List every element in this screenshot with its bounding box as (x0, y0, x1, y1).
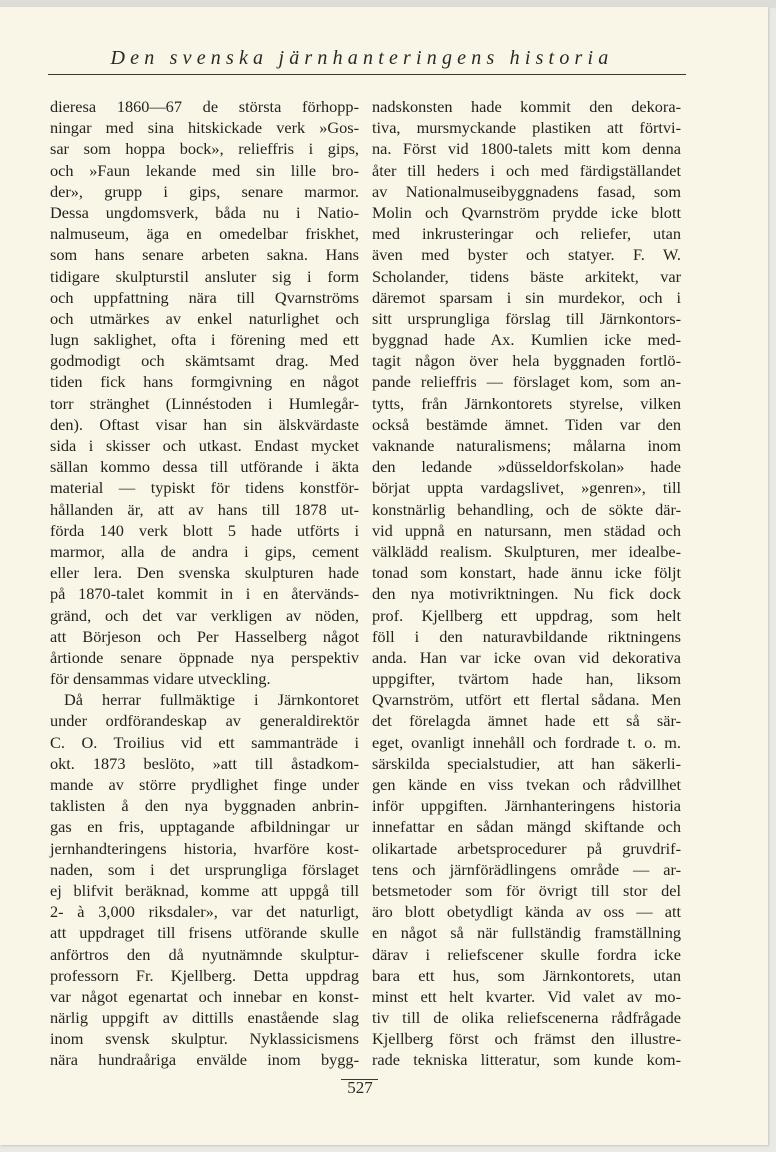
text-line: tidigare skulpturstil ansluter sig i form (50, 266, 359, 286)
text-line: närlig uppgift av dittills enastående slag (50, 1008, 359, 1028)
text-line: anförtros den då nyutnämnde skulptur- (50, 944, 359, 964)
text-line: och »Faun lekande med sin lille bro- (50, 160, 359, 180)
text-line: däremot sparsam i sin murdekor, och i (372, 287, 681, 307)
text-line: minst ett helt kvarter. Vid valet av mo- (372, 986, 681, 1006)
text-line: betsmetoder som för övrigt till stor del (372, 880, 681, 900)
text-line: sar som hoppa bock», relieffris i gips, (50, 139, 359, 159)
text-line: den ledande »düsseldorfskolan» hade (372, 457, 681, 477)
text-line: anda. Han var icke ovan vid dekorativa (372, 647, 681, 667)
text-line: eller lera. Den svenska skulpturen hade (50, 563, 359, 583)
text-line: na. Först vid 1800-talets mitt kom denna (372, 139, 681, 159)
text-line: på 1870-talet kommit in i en återvänds- (50, 584, 359, 604)
text-line: gen kände en viss tvekan och rådvillhet (372, 775, 681, 794)
text-line: jernhandteringens historia, hvarföre kost- (50, 838, 359, 858)
text-line: Molin och Qvarnström prydde icke blott (372, 202, 681, 222)
text-line: 2- à 3,000 riksdaler», var det naturligt, (50, 902, 359, 922)
text-line: tiva, mursmyckande plastiken att förtvi- (372, 118, 681, 138)
text-line: Qvarnström, utfört ett flertal sådana. Men (372, 690, 681, 710)
text-line: tytts, från Järnkontorets styrelse, vilken (372, 393, 681, 413)
text-line: gas en fris, upptagande afbildningar ur (50, 817, 359, 837)
text-line: vid uppnå en natursann, men städad och (372, 520, 681, 540)
text-line: Då herrar fullmäktige i Järnkontoret (64, 690, 359, 710)
text-line: sitt ursprungliga förslag till Järnkontors- (372, 308, 681, 328)
text-line: ningar med sina hitskickade verk »Gos- (50, 118, 359, 138)
text-line: material — typiskt för tidens konstför- (50, 478, 359, 498)
text-line: torr stränghet (Linnéstoden i Humlegår- (50, 393, 359, 413)
text-line: att uppdraget till frisens utförande skulle (50, 923, 359, 943)
text-line: C. O. Troilius vid ett sammanträde i (50, 732, 359, 752)
paragraph (50, 96, 359, 689)
text-line: även med byster och statyer. F. W. (372, 245, 681, 265)
text-line: pande relieffris — förslaget kom, som an- (372, 372, 681, 392)
text-line: inom svensk skulptur. Nyklassicismens (50, 1029, 359, 1049)
text-line: professorn Fr. Kjellberg. Detta uppdrag (50, 965, 359, 985)
text-line: föll i den naturavbildande riktningens (372, 626, 681, 646)
text-line: ej blifvit beräknad, komme att uppgå till (50, 880, 359, 900)
text-line: tiden fick hans formgivning en något (50, 372, 359, 392)
text-line: sida i skisser och utkast. Endast mycket (50, 436, 359, 455)
text-line: tiv till de olika reliefscenerna rådfrågade (372, 1008, 681, 1028)
text-line: sällan kommo dessa till utförande i äkta (50, 457, 359, 477)
text-line: och uppfattning nära till Qvarnströms (50, 287, 359, 307)
text-line: under ordförandeskap av generaldirektör (50, 711, 359, 731)
paragraph (50, 689, 359, 1070)
text-line: konstnärlig behandling, och de sökte där- (372, 499, 681, 519)
text-line: gränd, och det var verkligen av nöden, (50, 605, 359, 625)
text-line: uppgifter, tvärtom hade han, liksom (372, 669, 681, 689)
text-line: inför uppgiften. Järnhanteringens historia (372, 796, 681, 816)
text-line: med inkrusteringar och reliefer, utan (372, 224, 681, 244)
text-column-right (372, 96, 681, 1071)
text-line: vaknande naturalismens; målarna inom (372, 436, 681, 455)
text-line: Kjellberg först och främst den illustre- (372, 1029, 681, 1049)
text-line: tagit någon över hela byggnaden fortlö- (372, 351, 681, 371)
text-line: och utmärkes av enkel naturlighet och (50, 308, 359, 328)
text-line: nalmuseum, äga en omedelbar friskhet, (50, 224, 359, 244)
running-header-title: Den svenska järnhanteringens historia (110, 47, 614, 69)
text-line: naden, som i det ursprungliga förslaget (50, 859, 359, 879)
text-line: lugn saklighet, ofta i förening med ett (50, 330, 359, 350)
text-line: tonad som konstart, hade ännu icke följt (372, 563, 681, 583)
text-line: nära hundraåriga envälde inom bygg- (50, 1050, 359, 1070)
text-line: den). Oftast visar han sin älskvärdaste (50, 414, 359, 434)
text-line: att Börjeson och Per Hasselberg något (50, 626, 359, 646)
text-line: prof. Kjellberg ett uppdrag, som helt (372, 605, 681, 625)
text-line: innefattar en sådan mängd skiftande och (372, 817, 681, 837)
text-line: rade tekniska litteratur, som kunde kom- (372, 1050, 681, 1070)
document-page (0, 7, 768, 1145)
text-line: der», grupp i gips, senare marmor. (50, 181, 359, 201)
text-line: som hans senare arbeten sakna. Hans (50, 245, 359, 265)
text-line: också bestämde ämnet. Tiden var den (372, 414, 681, 434)
text-line: äro blott obetydligt kända av oss — att (372, 902, 681, 922)
text-line: därav i reliefscener skulle fordra icke (372, 944, 681, 964)
page-number: 527 (347, 1078, 373, 1097)
text-line: byggnad hade Ax. Kumlien icke med- (372, 330, 681, 350)
text-line: Dessa ungdomsverk, båda nu i Natio- (50, 202, 359, 222)
text-line: dieresa 1860—67 de största förhopp- (50, 97, 359, 116)
text-line: välklädd realism. Skulpturen, mer idealbe- (372, 541, 681, 561)
text-line: taklisten å den nya byggnaden anbrin- (50, 796, 359, 816)
text-line: marmor, alla de andra i gips, cement (50, 541, 359, 561)
text-line: av Nationalmuseibyggnadens fasad, som (372, 181, 681, 201)
text-line: särskilda specialstudier, att han säkerli- (372, 753, 681, 773)
text-line: eget, ovanligt innehåll och fordrade t. o. m. (372, 732, 681, 752)
text-line: mande av större prydlighet finge under (50, 775, 359, 794)
text-line: olikartade arbetsprocedurer på gruvdrif- (372, 838, 681, 858)
text-line: åter till heders i och med färdigställandet (372, 160, 681, 180)
text-line: Scholander, tidens bäste arkitekt, var (372, 266, 681, 286)
text-line: bara ett hus, som Järnkontorets, utan (372, 965, 681, 985)
text-line: nadskonsten hade kommit den dekora- (372, 97, 681, 116)
text-line: för densammas vidare utveckling. (50, 669, 271, 689)
text-line: årtionde senare öppnade nya perspektiv (50, 647, 359, 667)
header-rule (48, 74, 686, 75)
text-line: var något egenartat och innebar en konst- (50, 986, 359, 1006)
text-line: tens och järnförädlingens område — ar- (372, 859, 681, 879)
text-line: det förelagda ämnet hade ett så sär- (372, 711, 681, 731)
text-line: börjat uppta vardagslivet, »genren», till (372, 478, 681, 498)
text-line: en något så när fullständig framställning (372, 923, 681, 943)
paragraph (372, 96, 681, 1071)
text-line: okt. 1873 beslöto, »att till åstadkom- (50, 753, 359, 773)
text-column-left (50, 96, 359, 1071)
text-line: den nya motivriktningen. Nu fick dock (372, 584, 681, 604)
text-line: godmodigt och skämtsamt drag. Med (50, 351, 359, 371)
text-line: hållanden är, att av hans till 1878 ut- (50, 499, 359, 519)
text-line: förda 140 verk blott 5 hade utförts i (50, 520, 359, 540)
